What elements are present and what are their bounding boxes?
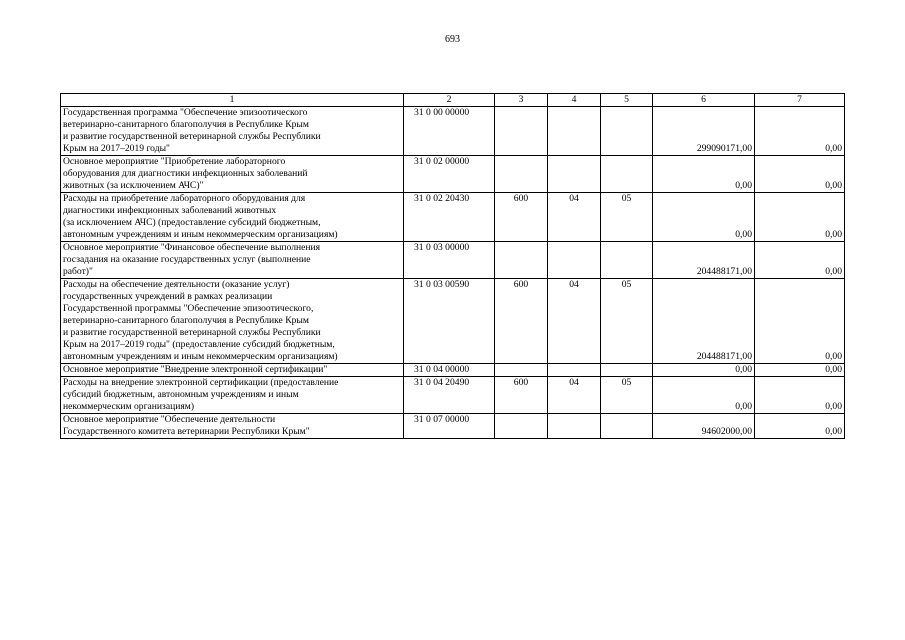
row-code: 31 0 02 20430 <box>404 193 495 242</box>
row-section <box>548 364 601 377</box>
row-amount-col6: 0,00 <box>653 364 755 377</box>
row-code: 31 0 07 00000 <box>404 414 495 439</box>
row-code: 31 0 03 00590 <box>404 279 495 364</box>
row-amount-col6: 0,00 <box>653 193 755 242</box>
row-section: 04 <box>548 377 601 414</box>
row-expense-type: 600 <box>495 377 548 414</box>
row-section <box>548 107 601 156</box>
row-amount-col6: 0,00 <box>653 156 755 193</box>
row-subsection <box>601 107 653 156</box>
row-amount-col6: 94602000,00 <box>653 414 755 439</box>
row-expense-type: 600 <box>495 279 548 364</box>
row-subsection <box>601 414 653 439</box>
column-header: 3 <box>495 94 548 107</box>
row-amount-col7: 0,00 <box>755 279 845 364</box>
table-row <box>61 364 845 377</box>
row-code: 31 0 00 00000 <box>404 107 495 156</box>
page-number: 693 <box>445 34 460 45</box>
table-row <box>61 107 845 156</box>
row-amount-col7: 0,00 <box>755 364 845 377</box>
row-section <box>548 242 601 279</box>
column-header: 4 <box>548 94 601 107</box>
row-expense-type <box>495 414 548 439</box>
table-row <box>61 377 845 414</box>
row-subsection <box>601 242 653 279</box>
row-name: Расходы на обеспечение деятельности (оказание услуг) государственных учреждений в рамках реализации Государственной программы "Обеспечение эпизоотического, ветеринарно-санитарного благополучия в Республике Крым и развитие государственной ветеринарной службы Республики Крым на 2017–2019 годы" (предоставление субсидий бюджетным, автономным учреждениям и иным некоммерческим организациям) <box>61 279 404 364</box>
row-name: Основное мероприятие "Приобретение лабораторного оборудования для диагностики инфекционных заболеваний животных (за исключением АЧС)" <box>61 156 404 193</box>
row-amount-col7: 0,00 <box>755 377 845 414</box>
table-row <box>61 242 845 279</box>
row-subsection <box>601 156 653 193</box>
row-amount-col7: 0,00 <box>755 242 845 279</box>
table-row <box>61 279 845 364</box>
column-header: 2 <box>404 94 495 107</box>
row-expense-type <box>495 242 548 279</box>
column-header: 6 <box>653 94 755 107</box>
row-name: Основное мероприятие "Внедрение электронной сертификации" <box>61 364 404 377</box>
row-section <box>548 414 601 439</box>
table-row <box>61 414 845 439</box>
row-section: 04 <box>548 279 601 364</box>
row-name: Расходы на внедрение электронной сертификации (предоставление субсидий бюджетным, автономным учреждениям и иным некоммерческим организациям) <box>61 377 404 414</box>
row-code: 31 0 04 20490 <box>404 377 495 414</box>
row-section <box>548 156 601 193</box>
row-code: 31 0 02 00000 <box>404 156 495 193</box>
row-subsection <box>601 364 653 377</box>
row-expense-type <box>495 364 548 377</box>
row-amount-col6: 204488171,00 <box>653 279 755 364</box>
column-header: 5 <box>601 94 653 107</box>
row-amount-col6: 0,00 <box>653 377 755 414</box>
row-name: Государственная программа "Обеспечение эпизоотического ветеринарно-санитарного благополучия в Республике Крым и развитие государственной ветеринарной службы Республики Крым на 2017–2019 годы" <box>61 107 404 156</box>
row-name: Основное мероприятие "Обеспечение деятельности Государственного комитета ветеринарии Республики Крым" <box>61 414 404 439</box>
row-name: Расходы на приобретение лабораторного оборудования для диагностики инфекционных заболеваний животных (за исключением АЧС) (предоставление субсидий бюджетным, автономным учреждениям и иным некоммерческим организациям) <box>61 193 404 242</box>
row-amount-col6: 299090171,00 <box>653 107 755 156</box>
row-amount-col6: 204488171,00 <box>653 242 755 279</box>
table-header-row <box>61 94 845 107</box>
row-expense-type <box>495 156 548 193</box>
row-amount-col7: 0,00 <box>755 156 845 193</box>
budget-table <box>60 93 845 439</box>
table-row <box>61 156 845 193</box>
row-name: Основное мероприятие "Финансовое обеспечение выполнения госзадания на оказание государственных услуг (выполнение работ)" <box>61 242 404 279</box>
row-amount-col7: 0,00 <box>755 193 845 242</box>
row-subsection: 05 <box>601 279 653 364</box>
row-amount-col7: 0,00 <box>755 107 845 156</box>
row-subsection: 05 <box>601 377 653 414</box>
row-code: 31 0 03 00000 <box>404 242 495 279</box>
row-expense-type <box>495 107 548 156</box>
column-header: 7 <box>755 94 845 107</box>
column-header: 1 <box>61 94 404 107</box>
row-code: 31 0 04 00000 <box>404 364 495 377</box>
table-row <box>61 193 845 242</box>
row-section: 04 <box>548 193 601 242</box>
row-expense-type: 600 <box>495 193 548 242</box>
row-subsection: 05 <box>601 193 653 242</box>
row-amount-col7: 0,00 <box>755 414 845 439</box>
